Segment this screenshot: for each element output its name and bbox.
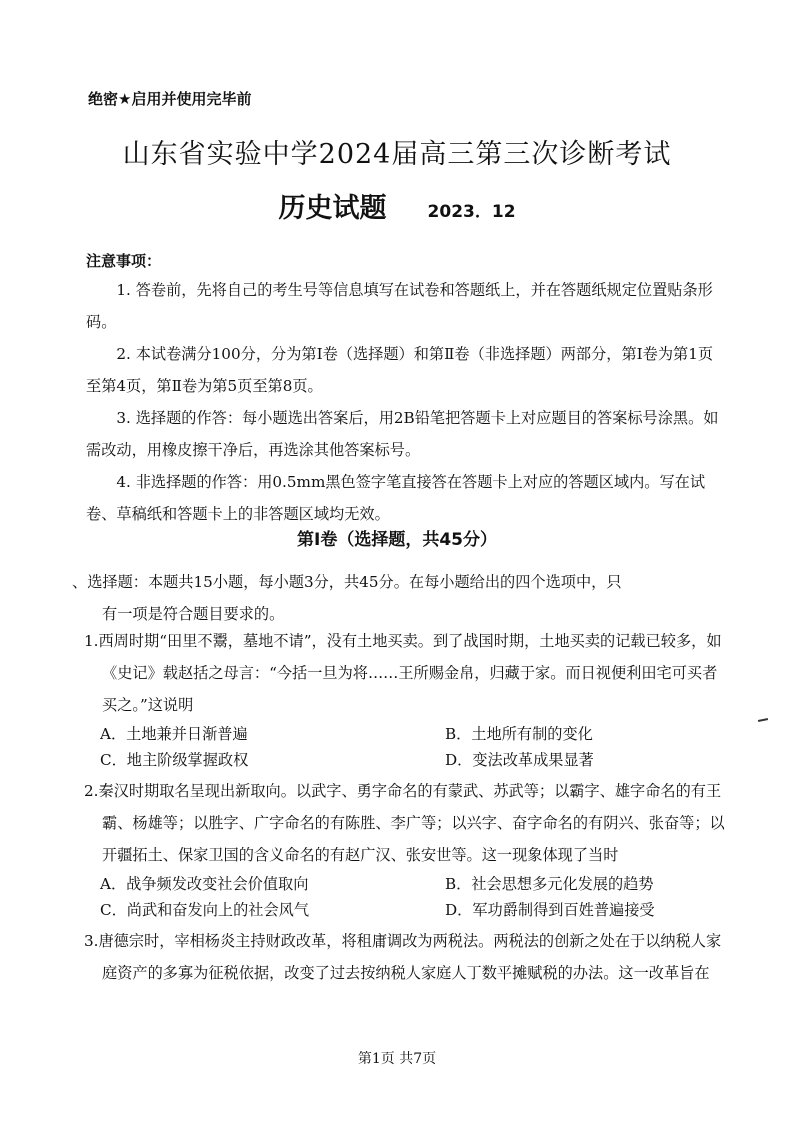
section-instruction: [72, 566, 724, 630]
option-d: D．变法改革成果显著: [445, 751, 594, 769]
exam-date: 2023．12: [427, 202, 516, 222]
option-grid: [84, 721, 726, 773]
question-1: [84, 625, 726, 773]
instruction-line: 、选择题：本题共15小题，每小题3分，共45分。在每小题给出的四个选项中，只: [72, 573, 622, 591]
question-stem: 3.唐德宗时，宰相杨炎主持财政改革，将租庸调改为两税法。两税法的创新之处在于以纳税人家庭资产的多寡为征税依据，改变了过去按纳税人家庭人丁数平摊赋税的办法。这一改革旨在: [84, 932, 722, 982]
option-grid: [84, 871, 726, 923]
question-list: [84, 625, 726, 989]
scan-mark: [758, 718, 768, 722]
section-title: 第Ⅰ卷（选择题，共45分）: [297, 530, 497, 550]
notice-item: 4. 非选择题的作答：用0.5mm黑色签字笔直接答在答题卡上对应的答题区域内。写在试卷、草稿纸和答题卡上的非答题区域均无效。: [86, 473, 706, 523]
notice-heading: 注意事项：: [86, 252, 162, 270]
question-stem: 2.秦汉时期取名呈现出新取向。以武字、勇字命名的有蒙武、苏武等；以霸字、雄字命名的有王霸、杨雄等；以胜字、广字命名的有陈胜、李广等；以兴字、奋字命名的有阴兴、张奋等；以开疆拓土、保家卫国的含义命名的有赵广汉、张安世等。这一现象体现了当时: [84, 782, 725, 864]
notice-item: 2. 本试卷满分100分，分为第Ⅰ卷（选择题）和第Ⅱ卷（非选择题）两部分，第Ⅰ卷为第1页至第4页，第Ⅱ卷为第5页至第8页。: [86, 345, 714, 395]
subject-title: 历史试题: [278, 193, 387, 224]
question-2: [84, 775, 726, 923]
option-d: D．军功爵制得到百姓普遍接受: [445, 901, 655, 919]
option-c: C．尚武和奋发向上的社会风气: [100, 901, 310, 919]
exam-title: 山东省实验中学2024届高三第三次诊断考试: [122, 139, 672, 170]
subject-heading: [0, 186, 794, 225]
option-a: A．战争频发改变社会价值取向: [100, 875, 309, 893]
option-b: B．土地所有制的变化: [445, 725, 593, 743]
page-footer: 第1页 共7页: [357, 1051, 437, 1067]
instruction-line: 有一项是符合题目要求的。: [102, 605, 285, 623]
notice-list: [86, 274, 722, 530]
question-stem: 1.西周时期“田里不鬻，墓地不请”，没有土地买卖。到了战国时期，土地买卖的记载已较多，如《史记》载赵括之母言：“今括一旦为将……王所赐金帛，归藏于家。而日视便利田宅可买者买之。”这说明: [84, 632, 722, 714]
confidential-label: 绝密★启用并使用完毕前: [88, 90, 252, 108]
option-a: A．土地兼并日渐普遍: [100, 725, 248, 743]
notice-item: 3. 选择题的作答：每小题选出答案后，用2B铅笔把答题卡上对应题目的答案标号涂黑。如需改动，用橡皮擦干净后，再选涂其他答案标号。: [86, 409, 719, 459]
option-c: C．地主阶级掌握政权: [100, 751, 249, 769]
option-b: B．社会思想多元化发展的趋势: [445, 875, 654, 893]
notice-item: 1. 答卷前，先将自己的考生号等信息填写在试卷和答题纸上，并在答题纸规定位置贴条形码。: [86, 281, 713, 331]
question-3: [84, 925, 726, 989]
